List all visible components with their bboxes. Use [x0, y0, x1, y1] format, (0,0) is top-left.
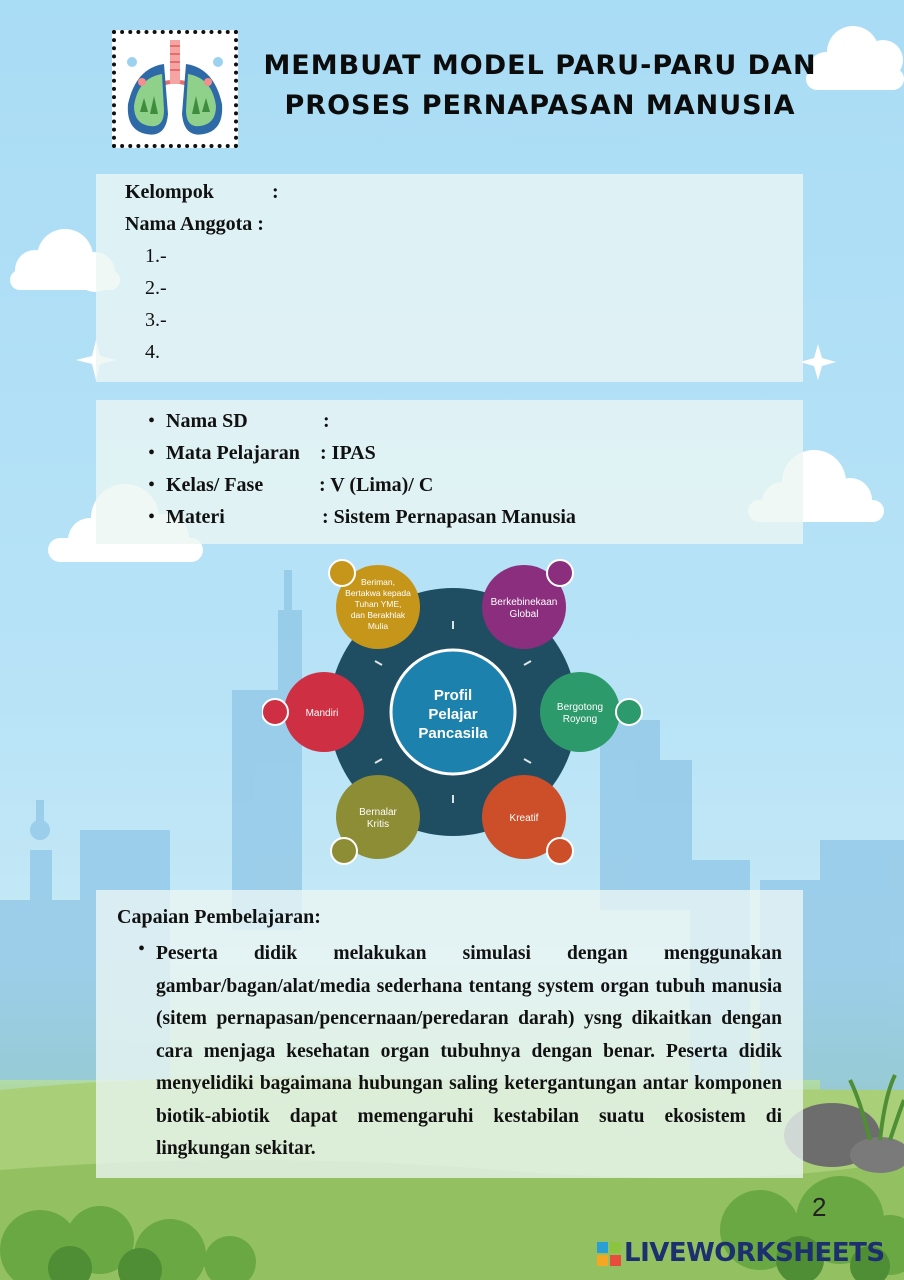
bullet-dot: • — [148, 442, 156, 464]
bullet-dot: • — [138, 938, 146, 960]
center-line: Profil — [433, 687, 473, 704]
capaian-text: Peserta didik melakukan simulasi dengan menggunakan gambar/bagan/alat/media sederhana tentang system organ tubuh manusia (sitem pernapasan/pencernaan/peredaran darah) ysng dikaitkan dengan cara menjaga kesehatan organ tubuhnya dengan benar. Peserta didik menyelidiki bagaimana hubungan saling ketergantungan antar komponen biotik-abiotik dapat memengaruhi kestabilan suatu ekosistem di lingkungan sekitar. — [156, 943, 782, 1159]
liveworksheets-logo-icon — [597, 1242, 621, 1266]
page-number: 2 — [812, 1192, 827, 1222]
node-label: Bergotong — [556, 702, 604, 713]
bullet-dot: • — [148, 506, 156, 528]
member-item: 1.- — [145, 245, 167, 267]
teamwork-icon — [616, 699, 642, 725]
node-label: dan Berakhlak — [350, 610, 406, 620]
node-label: Mulia — [367, 621, 389, 631]
page-title — [250, 46, 830, 126]
node-label: Kritis — [366, 819, 390, 830]
anggota-label: Nama Anggota : — [125, 213, 264, 235]
info-label: Mata Pelajaran — [166, 442, 300, 464]
thinking-icon — [331, 838, 357, 864]
group-panel — [96, 174, 803, 382]
lungs-icon — [116, 34, 234, 144]
center-line: Pelajar — [428, 706, 478, 723]
kelompok-colon: : — [272, 181, 279, 203]
brand-wordmark: LIVEWORKSHEETS — [624, 1238, 885, 1268]
capaian-heading: Capaian Pembelajaran: — [117, 906, 321, 928]
title-line-2: PROSES PERNAPASAN MANUSIA — [284, 90, 796, 121]
info-label: Kelas/ Fase — [166, 474, 264, 496]
node-label: Tuhan YME, — [354, 599, 402, 609]
title-line-1: MEMBUAT MODEL PARU-PARU DAN — [263, 50, 817, 81]
node-label: Bernalar — [359, 807, 397, 818]
info-value: : V (Lima)/ C — [319, 474, 434, 496]
info-value: : Sistem Pernapasan Manusia — [322, 506, 576, 528]
bullet-dot: • — [148, 474, 156, 496]
center-line: Pancasila — [418, 725, 488, 742]
node-label: Bertakwa kepada — [345, 588, 411, 598]
lungs-logo — [112, 30, 238, 148]
profil-pelajar-pancasila-diagram — [262, 555, 646, 865]
bullet-dot: • — [148, 410, 156, 432]
lightbulb-icon — [547, 838, 573, 864]
kelompok-label: Kelompok — [125, 181, 214, 203]
info-label: Materi — [166, 506, 225, 528]
praying-hands-icon — [329, 560, 355, 586]
node-label: Royong — [562, 714, 598, 725]
member-item: 3.- — [145, 309, 167, 331]
node-label: Mandiri — [305, 708, 339, 719]
node-label: Berkebinekaan — [490, 597, 558, 608]
node-label: Global — [509, 609, 539, 620]
info-value: : IPAS — [320, 442, 376, 464]
member-item: 2.- — [145, 277, 167, 299]
info-label: Nama SD — [166, 410, 248, 432]
people-icon — [547, 560, 573, 586]
node-label: Beriman, — [360, 577, 396, 587]
info-value: : — [323, 410, 330, 432]
member-item: 4. — [145, 341, 160, 363]
hand-icon — [262, 699, 288, 725]
node-label: Kreatif — [509, 813, 539, 824]
